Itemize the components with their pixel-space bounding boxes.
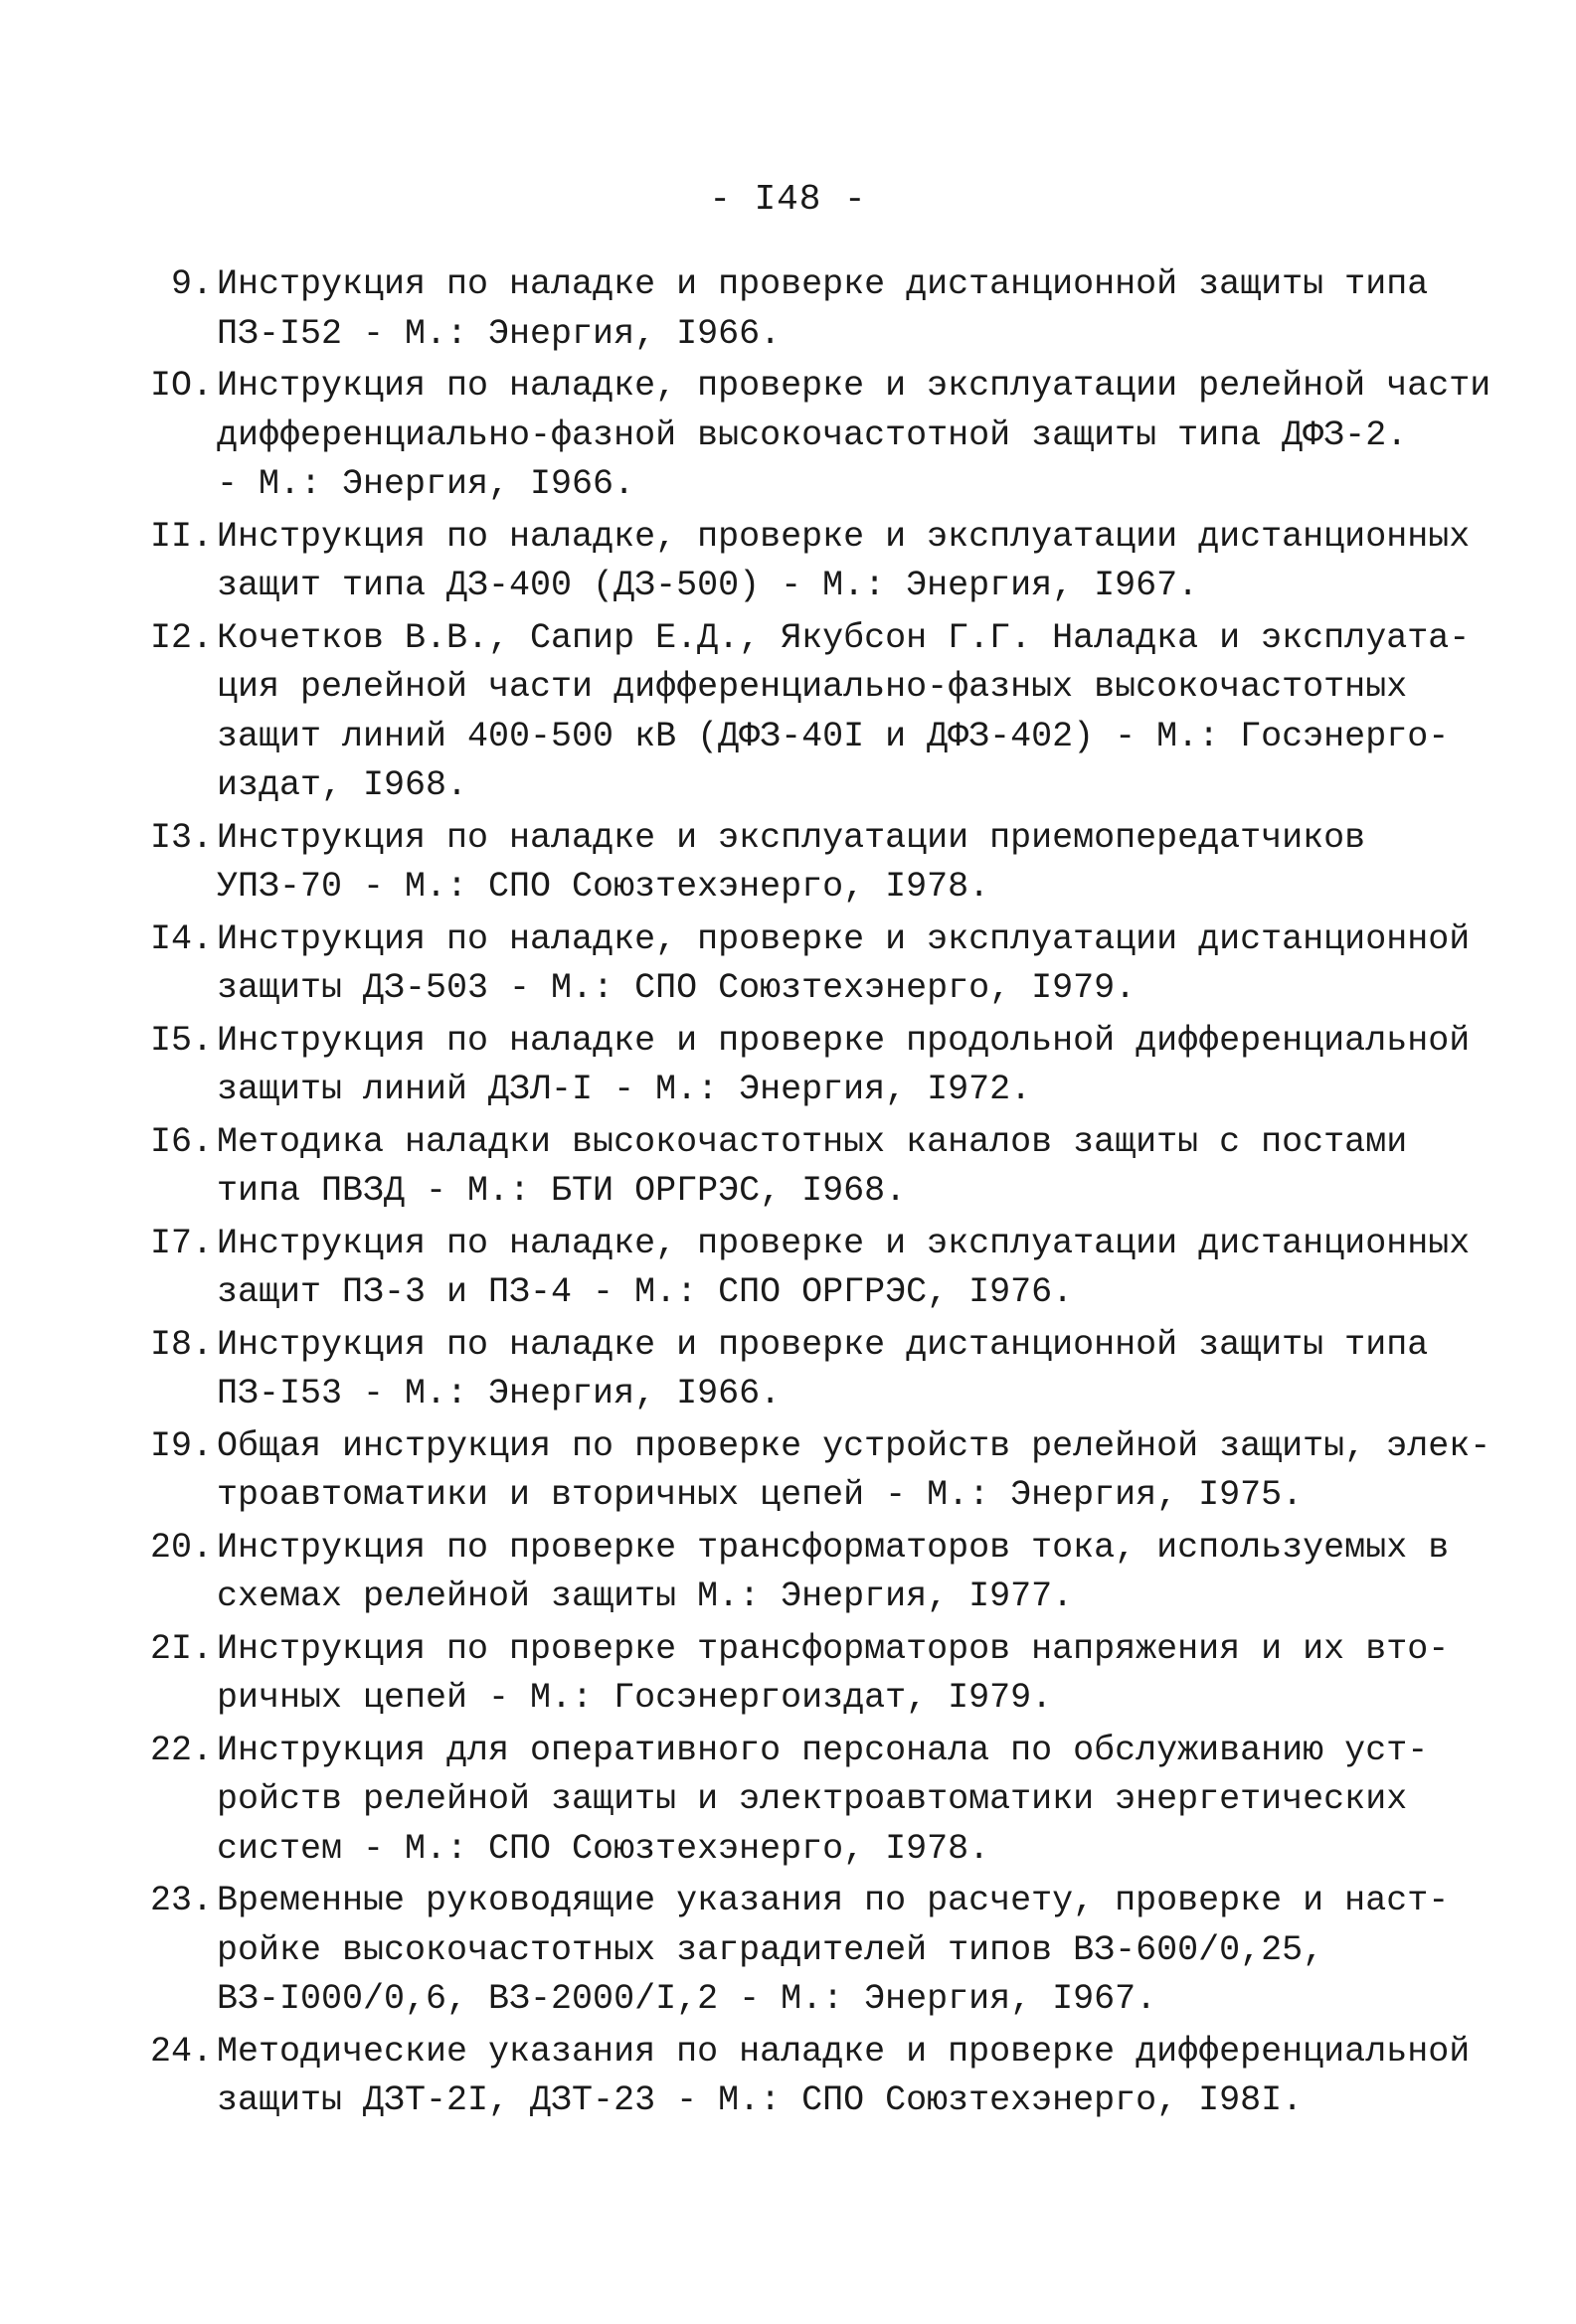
reference-text-line: ПЗ-I53 - М.: Энергия, I966.	[217, 1374, 782, 1413]
reference-text-line: ция релейной части дифференциально-фазных высокочастотных	[217, 667, 1408, 707]
reference-text-line: троавтоматики и вторичных цепей - М.: Энергия, I975.	[217, 1475, 1304, 1515]
reference-text-line: Методические указания по наладке и проверке дифференциальной	[217, 2031, 1471, 2072]
reference-text-line: Инструкция по наладке, проверке и эксплуатации дистанционных	[217, 516, 1471, 557]
reference-text-line: Инструкция по наладке и проверке продольной дифференциальной	[217, 1020, 1471, 1061]
reference-item	[129, 260, 1462, 359]
reference-text-line: схемах релейной защиты М.: Энергия, I977.	[217, 1577, 1074, 1616]
reference-item	[129, 513, 1471, 611]
reference-item	[129, 915, 1471, 1014]
reference-text-line: защит типа ДЗ-400 (ДЗ-500) - М.: Энергия, I967.	[217, 566, 1199, 605]
reference-number: I7.	[149, 1223, 213, 1263]
reference-number: 20.	[149, 1527, 213, 1568]
reference-text-line: защиты ДЗ-503 - М.: СПО Союзтехэнерго, I979.	[217, 968, 1137, 1008]
reference-item	[129, 1321, 1462, 1419]
page-number: - I48 -	[709, 179, 867, 220]
reference-text-line: ройств релейной защиты и электроавтоматики энергетических	[217, 1779, 1408, 1819]
reference-number: I4.	[149, 918, 213, 959]
reference-item	[129, 362, 1491, 510]
reference-item	[129, 814, 1462, 913]
reference-text-line: Инструкция по наладке, проверке и эксплуатации релейной части	[217, 366, 1491, 406]
reference-number: II.	[149, 516, 213, 557]
reference-text-line: Инструкция по наладке и эксплуатации приемопередатчиков	[217, 817, 1366, 858]
reference-text-line: защиты линий ДЗЛ-I - М.: Энергия, I972.	[217, 1070, 1032, 1109]
reference-text-line: Инструкция по наладке и проверке дистанционной защиты типа	[217, 264, 1429, 304]
reference-text-line: типа ПВЗД - М.: БТИ ОРГРЭС, I968.	[217, 1171, 907, 1211]
reference-text-line: Инструкция для оперативного персонала по обслуживанию уст-	[217, 1730, 1429, 1770]
reference-text-line: Временные руководящие указания по расчету, проверке и наст-	[217, 1881, 1450, 1920]
reference-text-line: дифференциально-фазной высокочастотной защиты типа ДФЗ-2.	[217, 415, 1408, 455]
reference-item	[129, 1017, 1471, 1115]
reference-item	[129, 1877, 1462, 2025]
reference-item	[129, 1727, 1462, 1875]
reference-item	[129, 1625, 1462, 1724]
reference-number: I2.	[149, 617, 213, 658]
reference-text-line: ПЗ-I52 - М.: Энергия, I966.	[217, 313, 782, 354]
reference-number: I3.	[149, 817, 213, 858]
reference-text-line: - М.: Энергия, I966.	[217, 464, 635, 504]
reference-text-line: защит ПЗ-3 и ПЗ-4 - М.: СПО ОРГРЭС, I976.	[217, 1272, 1074, 1312]
reference-item	[129, 1118, 1462, 1217]
reference-number: I5.	[149, 1020, 213, 1061]
reference-item	[129, 1220, 1471, 1318]
reference-number: 9.	[170, 264, 213, 304]
reference-number: I8.	[149, 1324, 213, 1365]
reference-text-line: Инструкция по наладке, проверке и эксплуатации дистанционных	[217, 1223, 1471, 1263]
reference-list	[129, 260, 1491, 2129]
reference-number: IO.	[149, 366, 213, 406]
reference-number: 23.	[149, 1881, 213, 1920]
reference-text-line: Методика наладки высокочастотных каналов защиты с постами	[217, 1121, 1408, 1162]
reference-number: 2I.	[149, 1628, 213, 1669]
reference-text-line: ройке высокочастотных заградителей типов ВЗ-600/0,25,	[217, 1929, 1324, 1970]
reference-item	[129, 1422, 1491, 1521]
reference-text-line: издат, I968.	[217, 765, 468, 805]
reference-text-line: защит линий 400-500 кВ (ДФЗ-40I и ДФЗ-402) - М.: Госэнерго-	[217, 716, 1450, 756]
reference-text-line: Общая инструкция по проверке устройств релейной защиты, элек-	[217, 1425, 1491, 1466]
reference-text-line: ВЗ-I000/0,6, ВЗ-2000/I,2 - М.: Энергия, I967.	[217, 1979, 1157, 2019]
reference-item	[129, 614, 1471, 811]
reference-text-line: Инструкция по наладке, проверке и эксплуатации дистанционной	[217, 918, 1471, 959]
reference-text-line: Инструкция по проверке трансформаторов напряжения и их вто-	[217, 1628, 1450, 1669]
reference-text-line: УПЗ-70 - М.: СПО Союзтехэнерго, I978.	[217, 867, 990, 907]
reference-text-line: защиты ДЗТ-2I, ДЗТ-23 - М.: СПО Союзтехэнерго, I98I.	[217, 2080, 1304, 2120]
reference-number: 22.	[149, 1730, 213, 1770]
reference-item	[129, 2028, 1471, 2126]
reference-item	[129, 1524, 1462, 1622]
reference-text-line: ричных цепей - М.: Госэнергоиздат, I979.	[217, 1678, 1053, 1718]
reference-text-line: Инструкция по проверке трансформаторов тока, используемых в	[217, 1527, 1450, 1568]
reference-number: 24.	[149, 2031, 213, 2072]
reference-text-line: систем - М.: СПО Союзтехэнерго, I978.	[217, 1828, 990, 1869]
reference-number: I9.	[149, 1425, 213, 1466]
reference-text-line: Инструкция по наладке и проверке дистанционной защиты типа	[217, 1324, 1429, 1365]
reference-text-line: Кочетков В.В., Сапир Е.Д., Якубсон Г.Г. Наладка и эксплуата-	[217, 617, 1471, 658]
reference-number: I6.	[149, 1121, 213, 1162]
